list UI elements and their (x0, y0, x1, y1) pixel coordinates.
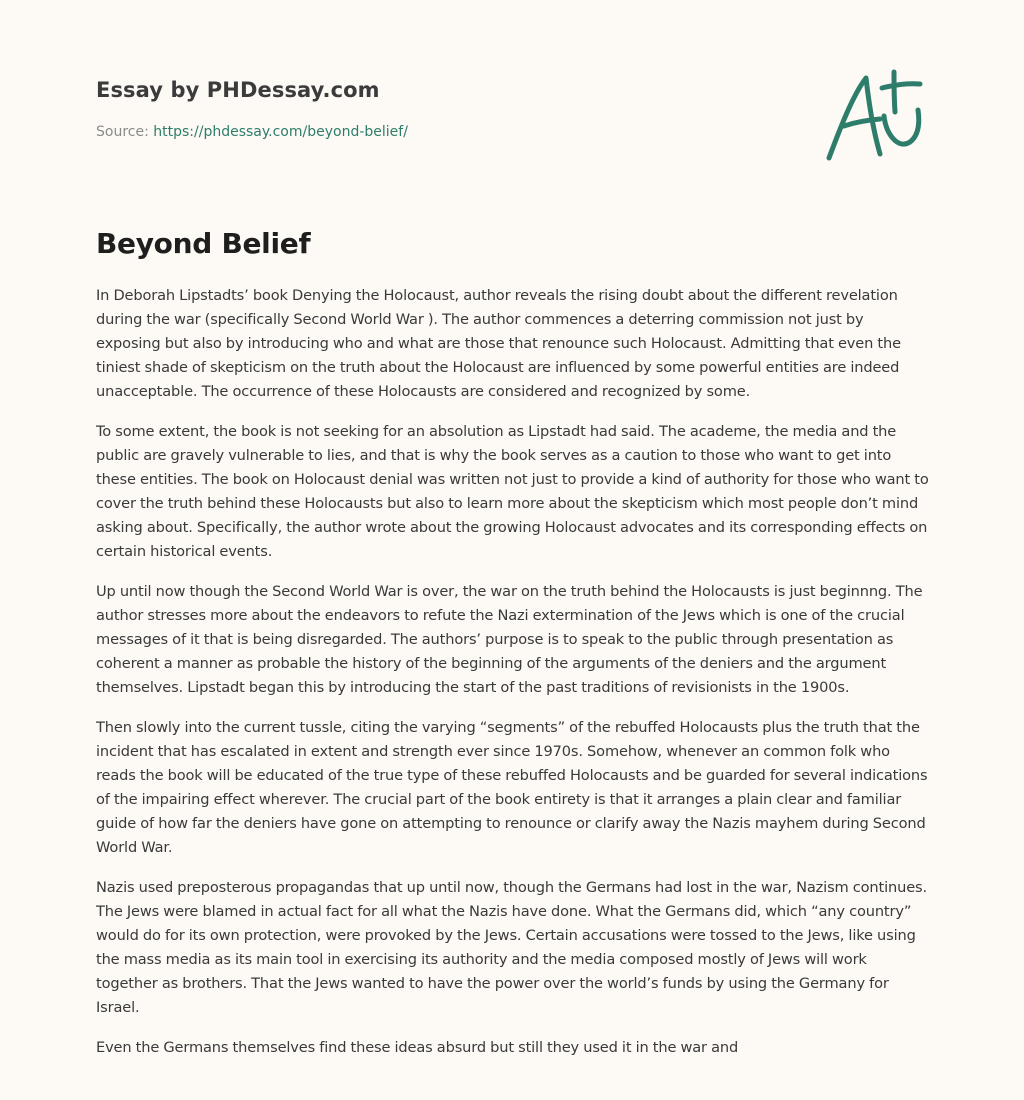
paragraph-3: Up until now though the Second World War is over, the war on the truth behind the Holocausts is just beginnng. The author stresses more about the endeavors to refute the Nazi extermination of the Jews which is one of the crucial messages of it that is being disregarded. The authors’ purpose is to speak to the public through presentation as coherent a manner as probable the history of the beginning of the arguments of the deniers and the argument themselves. Lipstadt began this by introducing the start of the past traditions of revisionists in the 1900s. (96, 583, 923, 696)
a-plus-logo-icon (822, 66, 928, 166)
paragraph-1: In Deborah Lipstadts’ book Denying the Holocaust, author reveals the rising doubt about the different revelation during the war (specifically Second World War ). The author commences a deterring commission not just by exposing but also by introducing who and what are those that renounce such Holocaust. Admitting that even the tiniest shade of skepticism on the truth about the Holocaust are influenced by some powerful entities are indeed unacceptable. The occurrence of these Holocausts are considered and recognized by some. (96, 287, 901, 400)
paragraph-2: To some extent, the book is not seeking for an absolution as Lipstadt had said. The academe, the media and the public are gravely vulnerable to lies, and that is why the book serves as a caution to those who want to get into these entities. The book on Holocaust denial was written not just to provide a kind of authority for those who want to cover the truth behind these Holocausts but also to learn more about the skepticism which most people don’t mind asking about. Specifically, the author wrote about the growing Holocaust advocates and its corresponding effects on certain historical events. (96, 423, 929, 560)
article-title: Beyond Belief (96, 227, 311, 260)
paragraph-4: Then slowly into the current tussle, citing the varying “segments” of the rebuffed Holocausts plus the truth that the incident that has escalated in extent and strength ever since 1970s. Somehow, whenever an common folk who reads the book will be educated of the true type of these rebuffed Holocausts and be guarded for several indications of the impairing effect wherever. The crucial part of the book entirety is that it arranges a plain clear and familiar guide of how far the deniers have gone on attempting to renounce or clarify away the Nazis mayhem during Second World War. (96, 719, 928, 856)
paragraph-5: Nazis used preposterous propagandas that up until now, though the Germans had lost in the war, Nazism continues. The Jews were blamed in actual fact for all what the Nazis have done. What the Germans did, which “any country” would do for its own protection, were provoked by the Jews. Certain accusations were tossed to the Jews, like using the mass media as its main tool in exercising its authority and the media composed mostly of Jews will work together as brothers. That the Jews wanted to have the power over the world’s funds by using the Germany for Israel. (96, 879, 927, 1016)
article-body (96, 284, 932, 1076)
source-label: Source: (96, 124, 149, 140)
page-header (96, 76, 796, 142)
source-line (96, 122, 796, 142)
source-link[interactable]: https://phdessay.com/beyond-belief/ (153, 124, 408, 140)
paragraph-6: Even the Germans themselves find these ideas absurd but still they used it in the war and (96, 1039, 739, 1056)
brand-title: Essay by PHDessay.com (96, 78, 380, 102)
